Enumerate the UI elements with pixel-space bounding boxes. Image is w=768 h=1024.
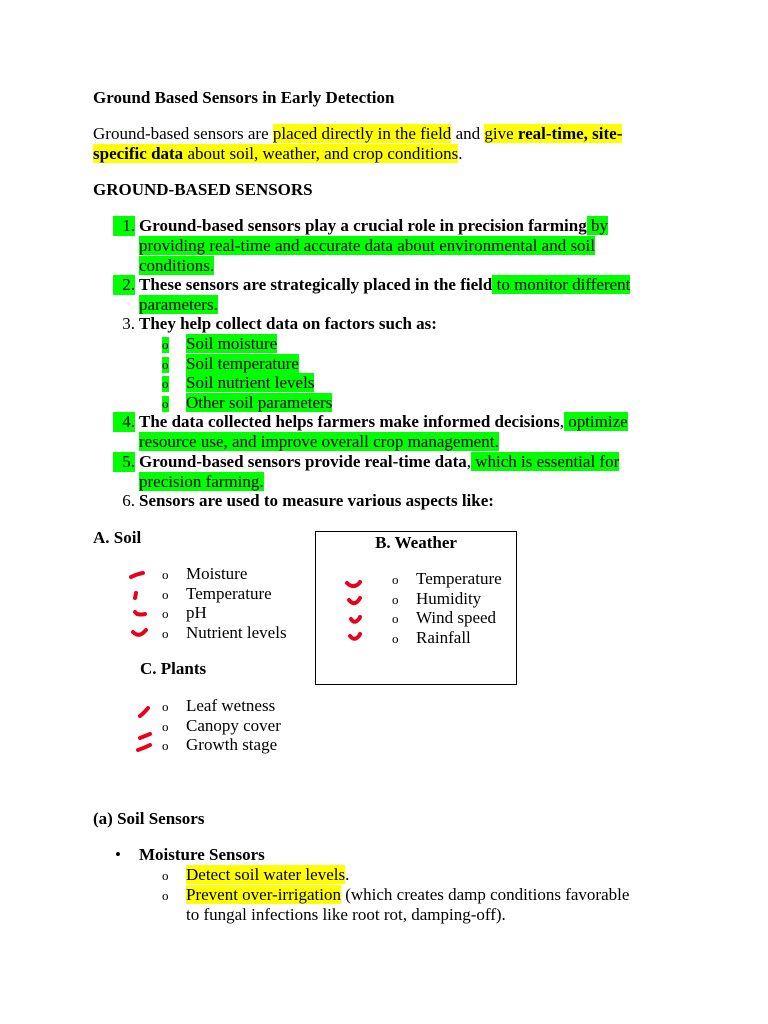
list-bullet: o — [162, 888, 169, 903]
sub-bullet: o — [162, 376, 169, 391]
sensor-point-highlight: Prevent over-irrigation — [186, 885, 341, 904]
plants-heading: C. Plants — [140, 659, 207, 678]
sub-item: Soil moisture — [186, 334, 278, 353]
list-bullet: o — [392, 572, 399, 587]
list-item-highlight: about environmental and soil — [392, 236, 596, 255]
sub-bullet: o — [162, 357, 169, 372]
section-heading: GROUND-BASED SENSORS — [93, 180, 313, 199]
pen-marks-weather — [340, 575, 370, 647]
list-item-bold: Ground-based sensors provide real-time data — [139, 452, 467, 471]
intro-text: Ground-based sensors are — [93, 124, 273, 143]
list-item-highlight: providing real-time and accurate data — [139, 236, 393, 255]
weather-item: Rainfall — [416, 628, 471, 647]
sub-item: Other soil parameters — [186, 393, 333, 412]
list-item-highlight: parameters. — [139, 295, 218, 314]
soil-heading: A. Soil — [93, 528, 142, 547]
list-number: 3. — [122, 314, 135, 333]
intro-text: and — [451, 124, 485, 143]
weather-list — [390, 569, 515, 651]
page-title: Ground Based Sensors in Early Detection — [93, 88, 395, 107]
intro-highlight-bold: real-time, site- — [517, 124, 623, 143]
weather-item: Wind speed — [416, 608, 497, 627]
intro-highlight-bold: specific data — [93, 144, 184, 163]
list-bullet: o — [162, 567, 169, 582]
weather-heading: B. Weather — [375, 533, 457, 552]
sub-item: Soil nutrient levels — [186, 373, 315, 392]
list-number: 1. — [113, 216, 135, 236]
list-item-bold: These sensors are strategically placed in the field — [139, 275, 493, 294]
list-item-highlight: to monitor different — [492, 275, 631, 294]
soil-sensors-list — [93, 845, 713, 925]
list-item-highlight: resource use, and improve overall crop management. — [139, 432, 499, 451]
list-bullet: o — [392, 611, 399, 626]
list-item-bold: The data collected helps farmers make informed decisions — [139, 412, 560, 431]
plants-item: Leaf wetness — [186, 696, 276, 715]
plants-item: Canopy cover — [186, 716, 281, 735]
sensor-point-text: to fungal infections like root rot, damping-off). — [186, 905, 506, 924]
list-number: 5. — [113, 452, 135, 472]
list-item-bold: Ground-based sensors play a crucial role in precision farming — [139, 216, 587, 235]
list-item-bold: Sensors are used to measure various aspects like: — [139, 491, 494, 510]
list-item-bold: They help collect data on factors such as: — [139, 314, 437, 333]
moisture-sensors-heading: Moisture Sensors — [139, 845, 265, 864]
bullet-dot: • — [115, 845, 121, 864]
list-bullet: o — [162, 868, 169, 883]
list-item-highlight: by — [586, 216, 608, 235]
intro-text: . — [458, 144, 463, 163]
list-bullet: o — [162, 606, 169, 621]
weather-item: Temperature — [416, 569, 502, 588]
numbered-list — [93, 216, 713, 516]
list-item-highlight: conditions. — [139, 256, 215, 275]
list-bullet: o — [392, 592, 399, 607]
soil-list — [160, 564, 320, 646]
pen-marks-soil — [125, 565, 155, 645]
list-bullet: o — [162, 738, 169, 753]
intro-highlight: placed directly in the field — [272, 124, 452, 143]
soil-item: Moisture — [186, 564, 248, 583]
sub-bullet: o — [162, 337, 169, 352]
sub-item: Soil temperature — [186, 354, 299, 373]
list-bullet: o — [162, 587, 169, 602]
sensor-point-text: . — [345, 865, 350, 884]
list-number: 6. — [122, 491, 135, 510]
soil-item: pH — [186, 603, 207, 622]
list-item-highlight: which is essential for — [471, 452, 620, 471]
soil-item: Nutrient levels — [186, 623, 287, 642]
list-bullet: o — [162, 699, 169, 714]
plants-list — [160, 696, 320, 758]
list-item-text: , — [466, 452, 471, 471]
plants-item: Growth stage — [186, 735, 278, 754]
list-bullet: o — [162, 719, 169, 734]
soil-sensors-heading: (a) Soil Sensors — [93, 809, 205, 828]
list-item-highlight: optimize — [563, 412, 628, 431]
list-number: 2. — [113, 275, 135, 295]
weather-item: Humidity — [416, 589, 482, 608]
list-bullet: o — [392, 631, 399, 646]
sub-bullet: o — [162, 396, 169, 411]
intro-highlight: about soil, weather, and crop conditions — [183, 144, 459, 163]
list-number: 4. — [113, 412, 135, 432]
list-item-highlight: precision farming. — [139, 472, 264, 491]
list-bullet: o — [162, 626, 169, 641]
sensor-point-highlight: Detect soil water levels — [186, 865, 346, 884]
sensor-point-text: (which creates damp conditions favorable — [340, 885, 630, 904]
pen-marks-plants — [130, 700, 160, 760]
intro-highlight: give — [484, 124, 518, 143]
soil-item: Temperature — [186, 584, 272, 603]
list-item-text: , — [559, 412, 564, 431]
